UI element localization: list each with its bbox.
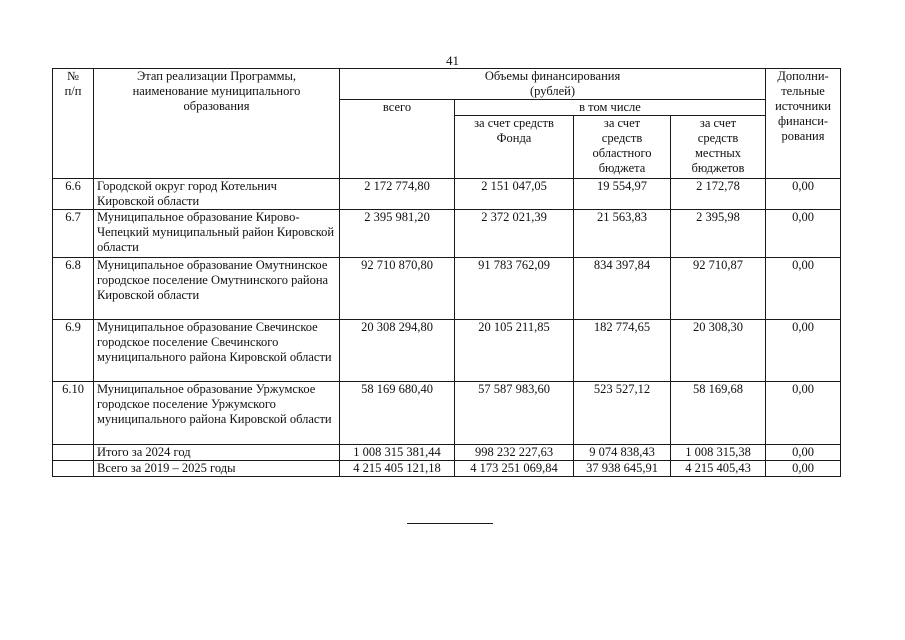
totals-fund-cell: 4 173 251 069,84 <box>455 461 574 477</box>
row-fund-cell: 2 372 021,39 <box>455 210 574 258</box>
header-additional <box>766 69 841 179</box>
row-local-cell: 2 172,78 <box>671 179 766 210</box>
row-regional-cell: 21 563,83 <box>574 210 671 258</box>
totals-number-cell <box>53 445 94 461</box>
row-total-cell: 2 395 981,20 <box>340 210 455 258</box>
table-row <box>53 258 841 320</box>
header-total <box>340 100 455 179</box>
row-fund-cell: 20 105 211,85 <box>455 320 574 382</box>
row-total-cell: 58 169 680,40 <box>340 382 455 445</box>
row-fund-cell: 57 587 983,60 <box>455 382 574 445</box>
totals-total-cell: 1 008 315 381,44 <box>340 445 455 461</box>
row-name-cell: Муниципальное образование Свечинское городское поселение Свечинского муниципального района Кировской области <box>94 320 340 382</box>
row-additional-cell: 0,00 <box>766 382 841 445</box>
totals-row <box>53 445 841 461</box>
header-regional <box>574 116 671 179</box>
header-including-text: в том числе <box>579 100 641 114</box>
totals-number-cell <box>53 461 94 477</box>
table-row <box>53 179 841 210</box>
header-volumes-text: Объемы финансирования (рублей) <box>484 69 621 98</box>
row-number-cell: 6.6 <box>53 179 94 210</box>
totals-local-cell: 1 008 315,38 <box>671 445 766 461</box>
row-total-cell: 2 172 774,80 <box>340 179 455 210</box>
table-row <box>53 210 841 258</box>
totals-regional-cell: 9 074 838,43 <box>574 445 671 461</box>
header-including <box>455 100 766 116</box>
header-fund-text: за счет средств Фонда <box>474 116 554 145</box>
row-fund-cell: 91 783 762,09 <box>455 258 574 320</box>
totals-local-cell: 4 215 405,43 <box>671 461 766 477</box>
totals-regional-cell: 37 938 645,91 <box>574 461 671 477</box>
row-total-cell: 20 308 294,80 <box>340 320 455 382</box>
row-additional-cell: 0,00 <box>766 179 841 210</box>
header-regional-text: за счет средств областного бюджета <box>592 116 652 175</box>
totals-fund-cell: 998 232 227,63 <box>455 445 574 461</box>
table-row <box>53 320 841 382</box>
row-local-cell: 58 169,68 <box>671 382 766 445</box>
row-regional-cell: 19 554,97 <box>574 179 671 210</box>
row-fund-cell: 2 151 047,05 <box>455 179 574 210</box>
totals-label-cell: Итого за 2024 год <box>94 445 340 461</box>
row-regional-cell: 523 527,12 <box>574 382 671 445</box>
row-name-cell: Муниципальное образование Уржумское городское поселение Уржумского муниципального района Кировской области <box>94 382 340 445</box>
totals-total-cell: 4 215 405 121,18 <box>340 461 455 477</box>
header-additional-text: Дополни- тельные источники финанси- рования <box>775 69 831 143</box>
row-total-cell: 92 710 870,80 <box>340 258 455 320</box>
totals-additional-cell: 0,00 <box>766 461 841 477</box>
page-number: 41 <box>446 53 459 68</box>
row-additional-cell: 0,00 <box>766 210 841 258</box>
header-fund <box>455 116 574 179</box>
header-local-text: за счет средств местных бюджетов <box>691 116 745 175</box>
row-number-cell: 6.9 <box>53 320 94 382</box>
row-additional-cell: 0,00 <box>766 258 841 320</box>
row-number-cell: 6.10 <box>53 382 94 445</box>
header-volumes <box>340 69 766 100</box>
header-number-text: № п/п <box>64 69 82 98</box>
totals-row <box>53 461 841 477</box>
row-local-cell: 2 395,98 <box>671 210 766 258</box>
row-regional-cell: 834 397,84 <box>574 258 671 320</box>
row-additional-cell: 0,00 <box>766 320 841 382</box>
footer-separator-line <box>407 523 493 524</box>
row-local-cell: 92 710,87 <box>671 258 766 320</box>
header-local <box>671 116 766 179</box>
totals-additional-cell: 0,00 <box>766 445 841 461</box>
row-number-cell: 6.8 <box>53 258 94 320</box>
row-name-cell: Муниципальное образование Кирово-Чепецкий муниципальный район Кировской области <box>94 210 340 258</box>
row-local-cell: 20 308,30 <box>671 320 766 382</box>
row-name-cell: Муниципальное образование Омутнинское городское поселение Омутнинского района Кировской области <box>94 258 340 320</box>
header-total-text: всего <box>382 100 412 114</box>
totals-label-cell: Всего за 2019 – 2025 годы <box>94 461 340 477</box>
header-number <box>53 69 94 179</box>
header-stage <box>94 69 340 179</box>
financing-table <box>52 68 841 477</box>
table-row <box>53 382 841 445</box>
row-name-cell: Городской округ город Котельнич Кировской области <box>94 179 340 210</box>
row-number-cell: 6.7 <box>53 210 94 258</box>
header-stage-text: Этап реализации Программы, наименование муниципального образования <box>132 69 301 113</box>
row-regional-cell: 182 774,65 <box>574 320 671 382</box>
